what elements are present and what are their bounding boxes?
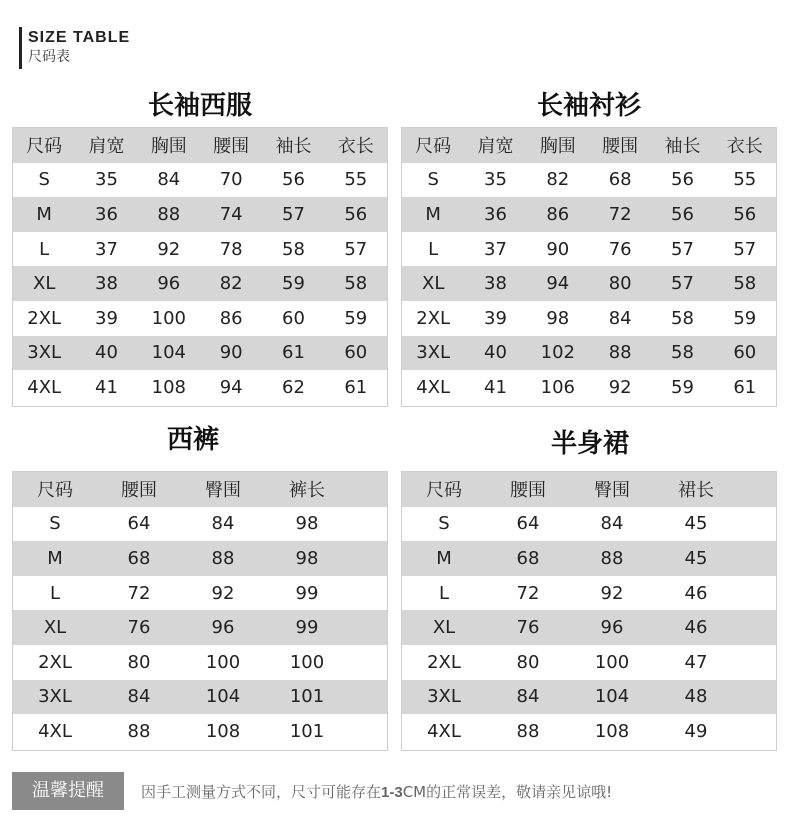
measurement-cell: 88 <box>127 720 151 742</box>
measurement-cell: 45 <box>684 547 708 569</box>
column-header: 胸围 <box>539 136 576 158</box>
measurement-cell: 76 <box>516 617 540 639</box>
table-row <box>402 541 776 576</box>
size-cell: S <box>427 169 439 191</box>
measurement-cell: 68 <box>127 547 151 569</box>
measurement-cell: 92 <box>157 238 181 260</box>
measurement-cell: 58 <box>671 307 694 329</box>
measurement-cell: 55 <box>733 169 757 191</box>
table-row <box>13 610 387 645</box>
table-row <box>13 680 387 715</box>
measurement-cell: 60 <box>282 307 305 329</box>
column-header: 腰围 <box>602 136 639 158</box>
measurement-cell: 80 <box>608 273 632 295</box>
measurement-cell: 84 <box>211 513 235 535</box>
skirt-size-table <box>401 471 777 751</box>
table-row <box>402 301 776 336</box>
measurement-cell: 39 <box>484 307 507 329</box>
measurement-cell: 101 <box>289 686 325 708</box>
measurement-cell: 40 <box>484 342 507 364</box>
size-cell: S <box>49 513 61 535</box>
measurement-cell: 84 <box>127 686 151 708</box>
measurement-cell: 86 <box>546 203 570 225</box>
table-header-row <box>402 472 776 507</box>
column-header: 腰围 <box>121 480 157 502</box>
measurement-cell: 82 <box>546 169 570 191</box>
table-row <box>13 163 387 198</box>
size-table-title-en: SIZE TABLE <box>28 29 131 46</box>
measurement-cell: 100 <box>151 307 186 329</box>
column-header: 胸围 <box>150 136 187 158</box>
reminder-text <box>141 780 612 805</box>
measurement-cell: 88 <box>157 203 181 225</box>
column-header: 尺码 <box>415 136 452 158</box>
measurement-cell: 48 <box>684 686 708 708</box>
table-header-row <box>402 128 776 163</box>
measurement-cell: 41 <box>95 376 118 398</box>
table-header-row <box>13 472 387 507</box>
measurement-cell: 90 <box>546 238 570 260</box>
size-cell: L <box>428 238 439 260</box>
measurement-cell: 61 <box>344 376 368 398</box>
measurement-cell: 58 <box>671 342 694 364</box>
measurement-cell: 56 <box>282 169 305 191</box>
measurement-cell: 57 <box>671 238 694 260</box>
measurement-cell: 62 <box>282 376 305 398</box>
measurement-cell: 100 <box>289 651 325 673</box>
size-cell: 4XL <box>27 376 62 398</box>
table-row <box>402 163 776 198</box>
column-header: 尺码 <box>26 136 63 158</box>
reminder-badge: 温馨提醒 <box>12 772 124 810</box>
size-cell: S <box>438 513 450 535</box>
measurement-cell: 40 <box>95 342 118 364</box>
measurement-cell: 92 <box>211 582 235 604</box>
measurement-cell: 56 <box>671 169 694 191</box>
measurement-cell: 90 <box>219 342 243 364</box>
table-row <box>13 714 387 749</box>
measurement-cell: 88 <box>211 547 235 569</box>
column-header: 肩宽 <box>88 136 125 158</box>
measurement-cell: 74 <box>219 203 243 225</box>
shirt-table-title: 长袖衬衫 <box>536 91 641 121</box>
shirt-size-table <box>401 127 777 407</box>
size-cell: M <box>36 203 52 225</box>
table-row <box>402 507 776 542</box>
size-cell: 2XL <box>38 651 72 673</box>
table-header-row <box>13 128 387 163</box>
measurement-cell: 61 <box>282 342 305 364</box>
measurement-cell: 102 <box>540 342 575 364</box>
column-header: 衣长 <box>337 136 374 158</box>
measurement-cell: 72 <box>127 582 151 604</box>
size-cell: XL <box>421 273 445 295</box>
measurement-cell: 36 <box>484 203 507 225</box>
table-row <box>13 301 387 336</box>
measurement-cell: 78 <box>219 238 243 260</box>
skirt-table-title: 半身裙 <box>550 429 629 459</box>
measurement-cell: 84 <box>516 686 540 708</box>
measurement-cell: 104 <box>205 686 241 708</box>
table-row <box>402 232 776 267</box>
size-cell: XL <box>432 617 456 639</box>
measurement-cell: 72 <box>516 582 540 604</box>
measurement-cell: 94 <box>546 273 570 295</box>
measurement-cell: 80 <box>516 651 540 673</box>
measurement-cell: 37 <box>95 238 118 260</box>
table-row <box>13 266 387 301</box>
table-row <box>13 576 387 611</box>
measurement-cell: 88 <box>600 547 624 569</box>
measurement-cell: 47 <box>684 651 708 673</box>
measurement-cell: 88 <box>608 342 632 364</box>
column-header: 肩宽 <box>477 136 514 158</box>
trousers-size-table <box>12 471 388 751</box>
measurement-cell: 104 <box>151 342 186 364</box>
table-row <box>13 541 387 576</box>
column-header: 袖长 <box>275 136 312 158</box>
measurement-cell: 64 <box>516 513 540 535</box>
measurement-cell: 46 <box>684 582 708 604</box>
size-cell: XL <box>32 273 56 295</box>
column-header: 衣长 <box>726 136 763 158</box>
size-table-title-zh: 尺码表 <box>28 49 70 65</box>
column-header: 腰围 <box>213 136 250 158</box>
measurement-cell: 96 <box>211 617 235 639</box>
table-row <box>402 714 776 749</box>
suit-table-title: 长袖西服 <box>147 91 252 121</box>
column-header: 裙长 <box>678 480 714 502</box>
size-cell: M <box>47 547 63 569</box>
measurement-cell: 84 <box>157 169 181 191</box>
table-row <box>402 370 776 405</box>
measurement-cell: 84 <box>600 513 624 535</box>
measurement-cell: 58 <box>733 273 757 295</box>
measurement-cell: 60 <box>733 342 757 364</box>
table-row <box>402 680 776 715</box>
size-cell: 4XL <box>427 720 461 742</box>
measurement-cell: 57 <box>733 238 757 260</box>
measurement-cell: 57 <box>344 238 368 260</box>
measurement-cell: 76 <box>608 238 632 260</box>
table-row <box>13 197 387 232</box>
measurement-cell: 99 <box>295 582 319 604</box>
measurement-cell: 35 <box>95 169 118 191</box>
column-header: 臀围 <box>205 480 241 502</box>
size-cell: 2XL <box>427 651 461 673</box>
measurement-cell: 88 <box>516 720 540 742</box>
measurement-cell: 86 <box>219 307 243 329</box>
table-row <box>402 197 776 232</box>
measurement-cell: 98 <box>295 513 319 535</box>
measurement-cell: 49 <box>684 720 708 742</box>
measurement-cell: 98 <box>295 547 319 569</box>
measurement-cell: 84 <box>608 307 632 329</box>
measurement-cell: 92 <box>600 582 624 604</box>
measurement-cell: 108 <box>594 720 630 742</box>
measurement-cell: 56 <box>671 203 694 225</box>
measurement-cell: 64 <box>127 513 151 535</box>
size-cell: 2XL <box>27 307 62 329</box>
measurement-cell: 58 <box>282 238 305 260</box>
table-row <box>402 266 776 301</box>
measurement-cell: 106 <box>540 376 575 398</box>
measurement-cell: 100 <box>205 651 241 673</box>
measurement-cell: 38 <box>95 273 118 295</box>
table-row <box>13 232 387 267</box>
size-cell: L <box>49 582 61 604</box>
size-cell: M <box>436 547 452 569</box>
size-cell: 3XL <box>27 342 62 364</box>
measurement-cell: 76 <box>127 617 151 639</box>
trousers-table-title: 西裤 <box>166 425 219 455</box>
size-cell: 3XL <box>416 342 451 364</box>
measurement-cell: 70 <box>219 169 243 191</box>
measurement-cell: 96 <box>600 617 624 639</box>
size-cell: S <box>38 169 50 191</box>
measurement-cell: 100 <box>594 651 630 673</box>
measurement-cell: 39 <box>95 307 118 329</box>
table-row <box>402 336 776 371</box>
measurement-cell: 98 <box>546 307 570 329</box>
column-header: 尺码 <box>426 480 462 502</box>
size-cell: L <box>39 238 50 260</box>
measurement-cell: 108 <box>151 376 186 398</box>
reminder-text-after: CM的正常误差，敬请亲见谅哦! <box>402 783 613 801</box>
column-header: 臀围 <box>594 480 630 502</box>
measurement-cell: 46 <box>684 617 708 639</box>
size-cell: 2XL <box>416 307 451 329</box>
measurement-cell: 108 <box>205 720 241 742</box>
table-row <box>13 507 387 542</box>
measurement-cell: 60 <box>344 342 368 364</box>
measurement-cell: 56 <box>344 203 368 225</box>
measurement-cell: 68 <box>516 547 540 569</box>
measurement-cell: 82 <box>219 273 243 295</box>
table-row <box>13 336 387 371</box>
measurement-cell: 59 <box>344 307 368 329</box>
column-header: 尺码 <box>37 480 73 502</box>
table-row <box>13 370 387 405</box>
measurement-cell: 59 <box>671 376 694 398</box>
measurement-cell: 59 <box>282 273 305 295</box>
measurement-cell: 72 <box>608 203 632 225</box>
size-cell: XL <box>43 617 67 639</box>
measurement-cell: 55 <box>344 169 368 191</box>
measurement-cell: 35 <box>484 169 507 191</box>
size-cell: 3XL <box>38 686 72 708</box>
size-cell: 4XL <box>416 376 451 398</box>
measurement-cell: 57 <box>671 273 694 295</box>
measurement-cell: 56 <box>733 203 757 225</box>
measurement-cell: 41 <box>484 376 507 398</box>
reminder-text-range: 1-3 <box>381 784 403 801</box>
size-cell: M <box>425 203 441 225</box>
measurement-cell: 36 <box>95 203 118 225</box>
measurement-cell: 38 <box>484 273 507 295</box>
measurement-cell: 37 <box>484 238 507 260</box>
measurement-cell: 99 <box>295 617 319 639</box>
size-cell: 4XL <box>38 720 72 742</box>
measurement-cell: 94 <box>219 376 243 398</box>
table-row <box>13 645 387 680</box>
measurement-cell: 96 <box>157 273 181 295</box>
table-row <box>402 610 776 645</box>
measurement-cell: 104 <box>594 686 630 708</box>
size-cell: L <box>438 582 450 604</box>
measurement-cell: 92 <box>608 376 632 398</box>
suit-size-table <box>12 127 388 407</box>
reminder-text-before: 因手工测量方式不同，尺寸可能存在 <box>141 783 382 801</box>
measurement-cell: 61 <box>733 376 757 398</box>
measurement-cell: 80 <box>127 651 151 673</box>
measurement-cell: 101 <box>289 720 325 742</box>
column-header: 袖长 <box>664 136 701 158</box>
column-header: 腰围 <box>510 480 546 502</box>
measurement-cell: 45 <box>684 513 708 535</box>
column-header: 裤长 <box>289 480 325 502</box>
size-table-header <box>19 27 130 69</box>
table-row <box>402 576 776 611</box>
size-cell: 3XL <box>427 686 461 708</box>
measurement-cell: 58 <box>344 273 368 295</box>
measurement-cell: 57 <box>282 203 305 225</box>
table-row <box>402 645 776 680</box>
measurement-cell: 59 <box>733 307 757 329</box>
measurement-cell: 68 <box>608 169 632 191</box>
